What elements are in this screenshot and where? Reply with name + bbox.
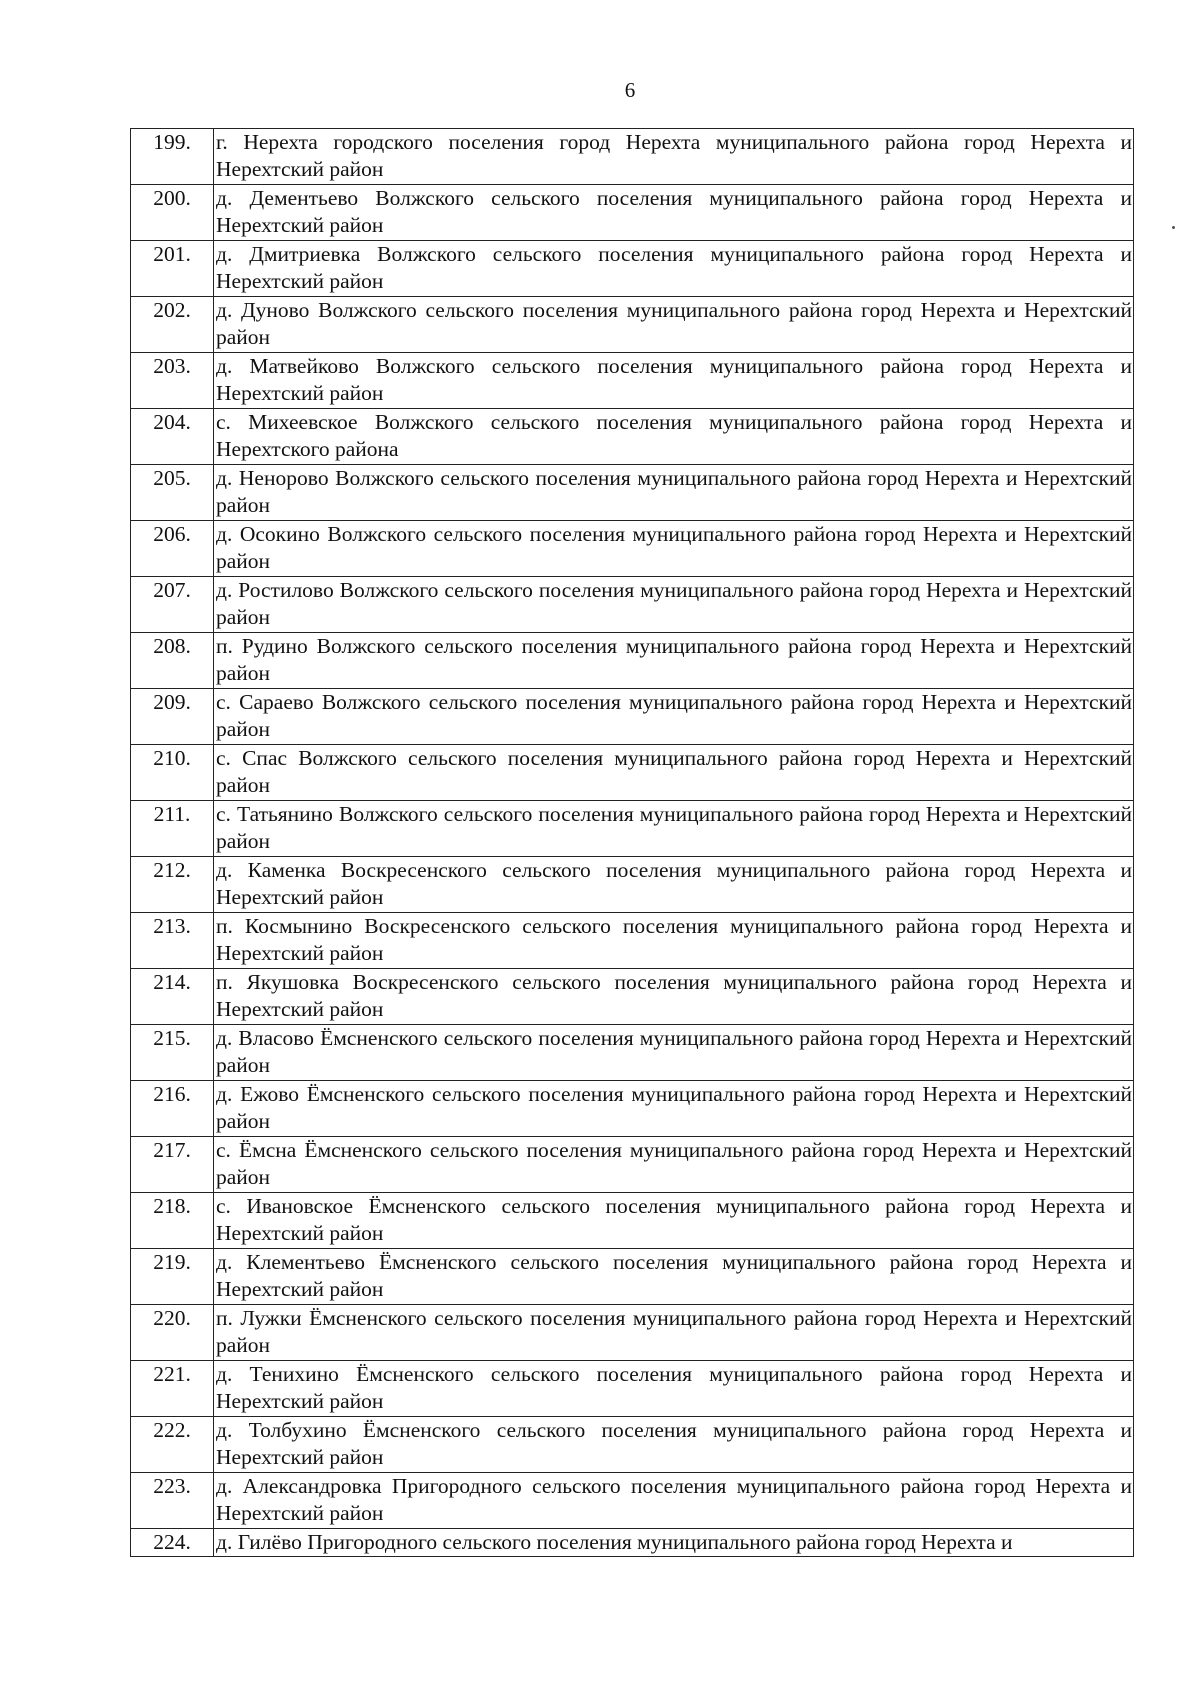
row-number: 199. <box>131 129 214 185</box>
row-number: 224. <box>131 1529 214 1557</box>
table-row <box>131 801 1134 857</box>
row-number: 206. <box>131 521 214 577</box>
settlement-description: д. Гилёво Пригородного сельского поселения муниципального района город Нерехта и <box>214 1529 1134 1557</box>
settlement-description: с. Ёмсна Ёмсненского сельского поселения муниципального района город Нерехта и Нерехтский район <box>214 1137 1134 1193</box>
settlements-table-body <box>131 129 1134 1557</box>
settlement-description: д. Ростилово Волжского сельского поселения муниципального района город Нерехта и Нерехтский район <box>214 577 1134 633</box>
row-number: 203. <box>131 353 214 409</box>
settlement-description: д. Дементьево Волжского сельского поселения муниципального района город Нерехта и Нерехтский район <box>214 185 1134 241</box>
table-row <box>131 745 1134 801</box>
page-number: 6 <box>624 78 636 102</box>
row-number: 200. <box>131 185 214 241</box>
table-row <box>131 857 1134 913</box>
table-row <box>131 1249 1134 1305</box>
row-number: 207. <box>131 577 214 633</box>
row-number: 210. <box>131 745 214 801</box>
table-row <box>131 913 1134 969</box>
settlement-description: с. Ивановское Ёмсненского сельского поселения муниципального района город Нерехта и Нерехтский район <box>214 1193 1134 1249</box>
settlement-description: п. Космынино Воскресенского сельского поселения муниципального района город Нерехта и Нерехтский район <box>214 913 1134 969</box>
table-row <box>131 1417 1134 1473</box>
settlement-description: п. Рудино Волжского сельского поселения муниципального района город Нерехта и Нерехтский район <box>214 633 1134 689</box>
row-number: 204. <box>131 409 214 465</box>
settlement-description: г. Нерехта городского поселения город Нерехта муниципального района город Нерехта и Нерехтский район <box>214 129 1134 185</box>
row-number: 202. <box>131 297 214 353</box>
settlement-description: д. Матвейково Волжского сельского поселения муниципального района город Нерехта и Нерехтский район <box>214 353 1134 409</box>
row-number: 221. <box>131 1361 214 1417</box>
settlement-description: п. Якушовка Воскресенского сельского поселения муниципального района город Нерехта и Нерехтский район <box>214 969 1134 1025</box>
table-row <box>131 1305 1134 1361</box>
table-row <box>131 129 1134 185</box>
row-number: 215. <box>131 1025 214 1081</box>
table-row <box>131 1529 1134 1557</box>
table-row <box>131 1361 1134 1417</box>
row-number: 213. <box>131 913 214 969</box>
settlement-description: д. Неноровo Волжского сельского поселения муниципального района город Нерехта и Нерехтский район <box>214 465 1134 521</box>
row-number: 205. <box>131 465 214 521</box>
row-number: 217. <box>131 1137 214 1193</box>
settlement-description: д. Осокино Волжского сельского поселения муниципального района город Нерехта и Нерехтский район <box>214 521 1134 577</box>
row-number: 208. <box>131 633 214 689</box>
settlement-description: с. Спас Волжского сельского поселения муниципального района город Нерехта и Нерехтский район <box>214 745 1134 801</box>
settlements-table <box>130 128 1134 1557</box>
row-number: 219. <box>131 1249 214 1305</box>
settlement-description: д. Толбухино Ёмсненского сельского поселения муниципального района город Нерехта и Нерехтский район <box>214 1417 1134 1473</box>
row-number: 216. <box>131 1081 214 1137</box>
table-row <box>131 1081 1134 1137</box>
table-row <box>131 297 1134 353</box>
settlement-description: д. Александровка Пригородного сельского поселения муниципального района город Нерехта и Нерехтский район <box>214 1473 1134 1529</box>
row-number: 201. <box>131 241 214 297</box>
table-row <box>131 465 1134 521</box>
settlement-description: д. Клементьево Ёмсненского сельского поселения муниципального района город Нерехта и Нерехтский район <box>214 1249 1134 1305</box>
table-row <box>131 577 1134 633</box>
table-row <box>131 353 1134 409</box>
scan-speck <box>1172 226 1175 229</box>
settlement-description: д. Ежово Ёмсненского сельского поселения муниципального района город Нерехта и Нерехтский район <box>214 1081 1134 1137</box>
row-number: 222. <box>131 1417 214 1473</box>
row-number: 209. <box>131 689 214 745</box>
row-number: 220. <box>131 1305 214 1361</box>
settlement-description: д. Власово Ёмсненского сельского поселения муниципального района город Нерехта и Нерехтский район <box>214 1025 1134 1081</box>
row-number: 211. <box>131 801 214 857</box>
table-row <box>131 633 1134 689</box>
settlement-description: с. Сараево Волжского сельского поселения муниципального района город Нерехта и Нерехтский район <box>214 689 1134 745</box>
settlement-description: д. Каменка Воскресенского сельского поселения муниципального района город Нерехта и Нерехтский район <box>214 857 1134 913</box>
row-number: 214. <box>131 969 214 1025</box>
settlement-description: с. Татьянино Волжского сельского поселения муниципального района город Нерехта и Нерехтский район <box>214 801 1134 857</box>
table-row <box>131 185 1134 241</box>
table-row <box>131 969 1134 1025</box>
settlement-description: п. Лужки Ёмсненского сельского поселения муниципального района город Нерехта и Нерехтский район <box>214 1305 1134 1361</box>
row-number: 212. <box>131 857 214 913</box>
settlement-description: д. Дуново Волжского сельского поселения муниципального района город Нерехта и Нерехтский район <box>214 297 1134 353</box>
table-row <box>131 1137 1134 1193</box>
table-row <box>131 521 1134 577</box>
table-row <box>131 1025 1134 1081</box>
row-number: 218. <box>131 1193 214 1249</box>
table-row <box>131 1193 1134 1249</box>
row-number: 223. <box>131 1473 214 1529</box>
settlement-description: с. Михеевское Волжского сельского поселения муниципального района город Нерехта и Нерехтского района <box>214 409 1134 465</box>
settlement-description: д. Тенихино Ёмсненского сельского поселения муниципального района город Нерехта и Нерехтский район <box>214 1361 1134 1417</box>
table-row <box>131 689 1134 745</box>
settlement-description: д. Дмитриевка Волжского сельского поселения муниципального района город Нерехта и Нерехтский район <box>214 241 1134 297</box>
table-row <box>131 1473 1134 1529</box>
table-row <box>131 241 1134 297</box>
table-row <box>131 409 1134 465</box>
